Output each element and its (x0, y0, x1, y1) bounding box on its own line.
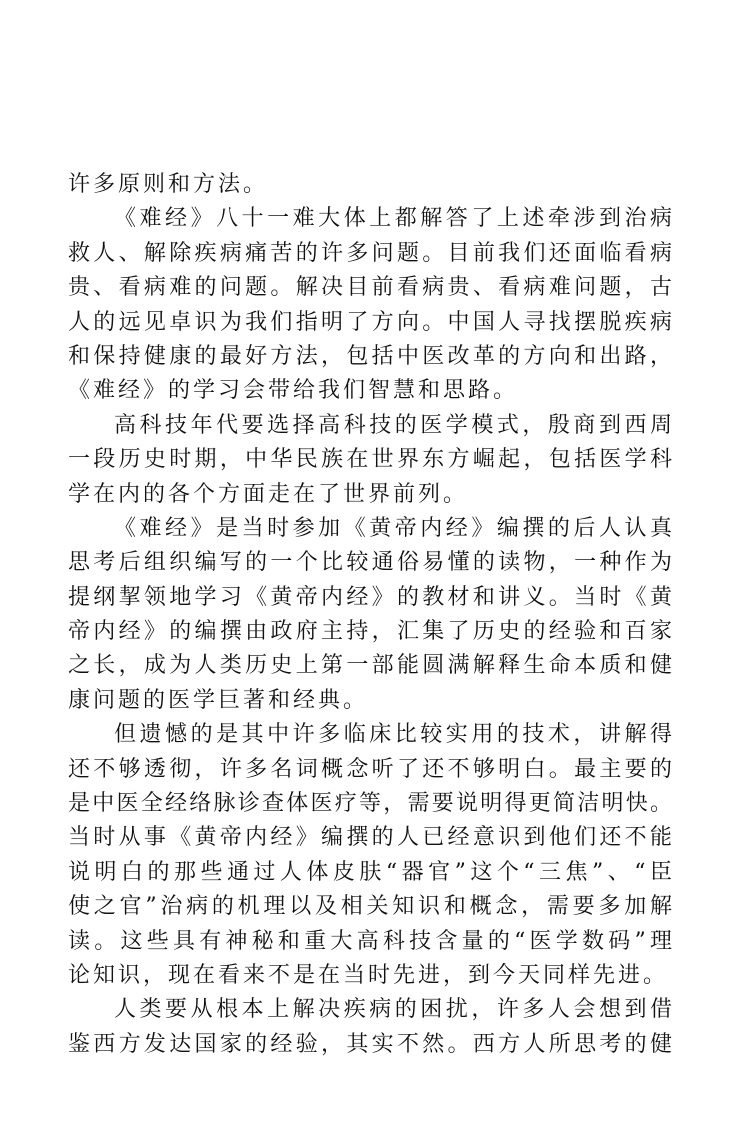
text-line: 读。这些具有神秘和重大高科技含量的“医学数码”理 (68, 928, 672, 954)
text-line: 救人、解除疾病痛苦的许多问题。目前我们还面临看病 (68, 240, 672, 266)
text-line: 学在内的各个方面走在了世界前列。 (68, 481, 469, 507)
paragraph (68, 202, 672, 408)
text-line: 人类要从根本上解决疾病的困扰，许多人会想到借 (114, 997, 672, 1023)
text-line: 论知识，现在看来不是在当时先进，到今天同样先进。 (68, 962, 669, 988)
paragraph (68, 718, 672, 993)
text-line: 说明白的那些通过人体皮肤“器官”这个“三焦”、“臣 (68, 859, 672, 885)
text-line: 《难经》是当时参加《黄帝内经》编撰的后人认真 (114, 515, 672, 541)
text-line: 鉴西方发达国家的经验，其实不然。西方人所思考的健 (68, 1031, 672, 1057)
text-line: 使之官”治病的机理以及相关知识和概念，需要多加解 (68, 894, 672, 920)
text-line: 提纲挈领地学习《黄帝内经》的教材和讲义。当时《黄 (68, 584, 672, 610)
paragraph (68, 168, 672, 202)
text-line: 帝内经》的编撰由政府主持，汇集了历史的经验和百家 (68, 619, 672, 645)
text-line: 许多原则和方法。 (68, 172, 269, 197)
text-line: 《难经》八十一难大体上都解答了上述牵涉到治病 (114, 206, 672, 232)
text-line: 但遗憾的是其中许多临床比较实用的技术，讲解得 (114, 722, 672, 748)
text-line: 贵、看病难的问题。解决目前看病贵、看病难问题，古 (68, 275, 672, 301)
text-line: 高科技年代要选择高科技的医学模式，殷商到西周 (114, 412, 672, 438)
text-line: 和保持健康的最好方法，包括中医改革的方向和出路， (68, 343, 672, 369)
document-page (68, 168, 672, 1062)
text-line: 人的远见卓识为我们指明了方向。中国人寻找摆脱疾病 (68, 309, 672, 335)
text-line: 是中医全经络脉诊查体医疗等，需要说明得更简洁明快。 (68, 791, 672, 817)
text-line: 康问题的医学巨著和经典。 (68, 687, 369, 713)
text-line: 《难经》的学习会带给我们智慧和思路。 (68, 378, 519, 404)
text-line: 当时从事《黄帝内经》编撰的人已经意识到他们还不能 (68, 825, 672, 851)
paragraph (68, 993, 672, 1062)
text-line: 还不够透彻，许多名词概念听了还不够明白。最主要的 (68, 756, 672, 782)
text-line: 之长，成为人类历史上第一部能圆满解释生命本质和健 (68, 653, 672, 679)
text-line: 思考后组织编写的一个比较通俗易懂的读物，一种作为 (68, 550, 672, 576)
paragraph (68, 512, 672, 718)
text-line: 一段历史时期，中华民族在世界东方崛起，包括医学科 (68, 447, 672, 473)
paragraph (68, 409, 672, 512)
